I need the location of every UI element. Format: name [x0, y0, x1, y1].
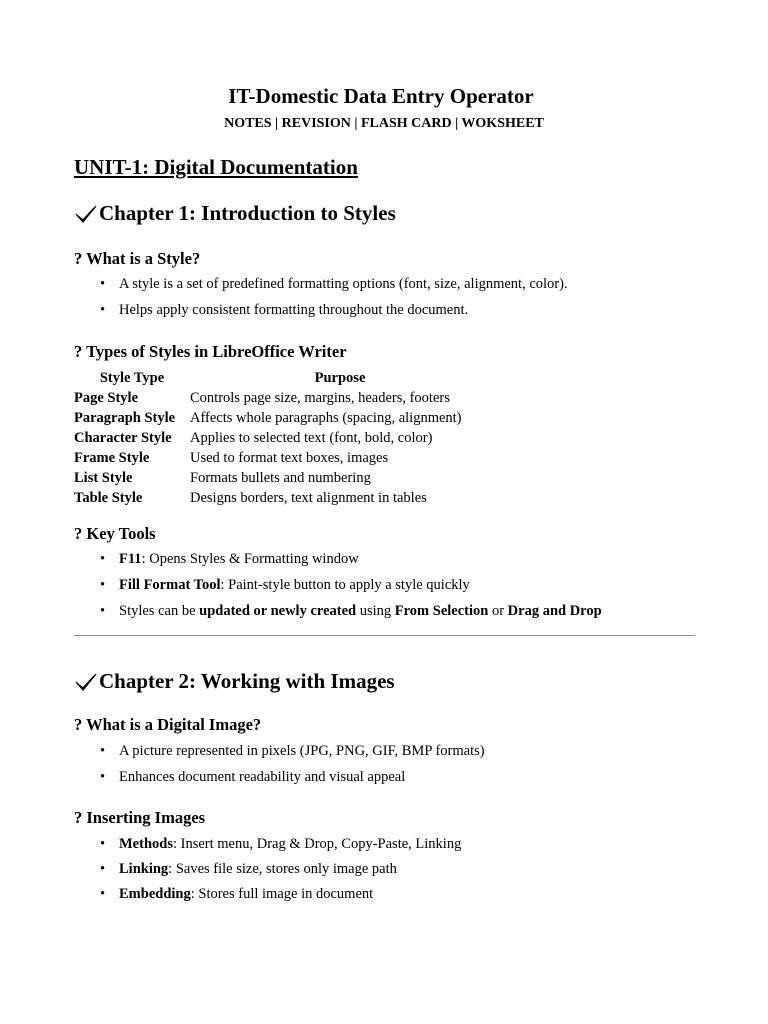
- table-row: [74, 448, 490, 468]
- bullet-bold-term: Linking: [119, 861, 169, 877]
- bullet-text: A style is a set of predefined formatting options (font, size, alignment, color).: [119, 276, 568, 292]
- list-item: [100, 551, 359, 568]
- list-item: [100, 603, 602, 620]
- chapter-1-title: Chapter 1: Introduction to Styles: [99, 201, 396, 225]
- list-item: [100, 836, 461, 853]
- purpose-cell: Controls page size, margins, headers, footers: [190, 389, 450, 406]
- bullet-dot: •: [100, 836, 106, 852]
- bullet-dot: •: [100, 302, 106, 318]
- purpose-cell: Designs borders, text alignment in tables: [190, 489, 427, 506]
- bullet-text: : Insert menu, Drag & Drop, Copy-Paste, Linking: [172, 836, 462, 852]
- table-row: [74, 428, 490, 448]
- question-inserting-images: ? Inserting Images: [74, 808, 206, 827]
- bullet-dot: •: [100, 551, 106, 567]
- purpose-cell: Affects whole paragraphs (spacing, alignment): [190, 409, 462, 426]
- question-types-of-styles: ? Types of Styles in LibreOffice Writer: [74, 342, 347, 361]
- list-item: [100, 577, 470, 594]
- bullet-bold-term: Embedding: [119, 886, 191, 902]
- bullet-text: : Saves file size, stores only image path: [168, 861, 397, 877]
- table-row: [74, 408, 490, 428]
- list-item: [100, 861, 397, 878]
- style-type-cell: Table Style: [74, 489, 143, 506]
- document-title: IT-Domestic Data Entry Operator: [228, 84, 534, 108]
- question-digital-image: ? What is a Digital Image?: [74, 715, 262, 734]
- bullet-bold-term: updated or newly created: [199, 603, 357, 619]
- list-item: [100, 276, 568, 293]
- table-row: [74, 388, 490, 408]
- style-types-table: [74, 368, 490, 508]
- unit-heading: UNIT-1: Digital Documentation: [74, 155, 358, 179]
- document-subtitle: NOTES | REVISION | FLASH CARD | WOKSHEET: [224, 116, 544, 131]
- bullet-text: or: [488, 603, 508, 619]
- bullet-text: Helps apply consistent formatting throughout the document.: [119, 302, 469, 318]
- checkmark-icon: [74, 671, 98, 693]
- style-type-cell: Frame Style: [74, 449, 150, 466]
- bullet-bold-term: F11: [119, 551, 142, 567]
- list-item: [100, 743, 485, 760]
- bullet-dot: •: [100, 603, 106, 619]
- table-row: [74, 488, 490, 508]
- style-type-cell: Character Style: [74, 429, 172, 446]
- question-key-tools: ? Key Tools: [74, 524, 156, 543]
- bullet-dot: •: [100, 861, 106, 877]
- list-item: [100, 886, 373, 903]
- bullet-bold-term: From Selection: [394, 603, 489, 619]
- chapter-1-heading: [74, 201, 396, 226]
- list-item: [100, 769, 405, 786]
- bullet-text: Enhances document readability and visual appeal: [119, 769, 406, 785]
- chapter-2-title: Chapter 2: Working with Images: [99, 669, 395, 693]
- purpose-cell: Applies to selected text (font, bold, color): [190, 429, 433, 446]
- style-type-cell: Page Style: [74, 389, 139, 406]
- bullet-bold-term: Drag and Drop: [507, 603, 602, 619]
- bullet-dot: •: [100, 276, 106, 292]
- bullet-dot: •: [100, 577, 106, 593]
- question-what-is-style: ? What is a Style?: [74, 249, 201, 268]
- bullet-text: Styles can be: [119, 603, 200, 619]
- bullet-dot: •: [100, 769, 106, 785]
- style-type-cell: List Style: [74, 469, 133, 486]
- chapter-2-heading: [74, 669, 395, 694]
- style-type-cell: Paragraph Style: [74, 409, 176, 426]
- column-header-purpose: Purpose: [314, 369, 366, 386]
- checkmark-icon: [74, 203, 98, 225]
- bullet-text: A picture represented in pixels (JPG, PNG, GIF, BMP formats): [119, 743, 485, 759]
- purpose-cell: Formats bullets and numbering: [190, 469, 371, 486]
- bullet-text: : Stores full image in document: [190, 886, 374, 902]
- bullet-dot: •: [100, 743, 106, 759]
- purpose-cell: Used to format text boxes, images: [190, 449, 389, 466]
- bullet-bold-term: Fill Format Tool: [119, 577, 221, 593]
- bullet-dot: •: [100, 886, 106, 902]
- bullet-text: : Opens Styles & Formatting window: [141, 551, 359, 567]
- table-row: [74, 468, 490, 488]
- list-item: [100, 302, 468, 319]
- bullet-bold-term: Methods: [119, 836, 173, 852]
- column-header-style-type: Style Type: [99, 369, 165, 386]
- table-header-row: [74, 368, 490, 388]
- bullet-text: : Paint-style button to apply a style quickly: [220, 577, 470, 593]
- section-divider: [74, 635, 695, 636]
- bullet-text: using: [356, 603, 395, 619]
